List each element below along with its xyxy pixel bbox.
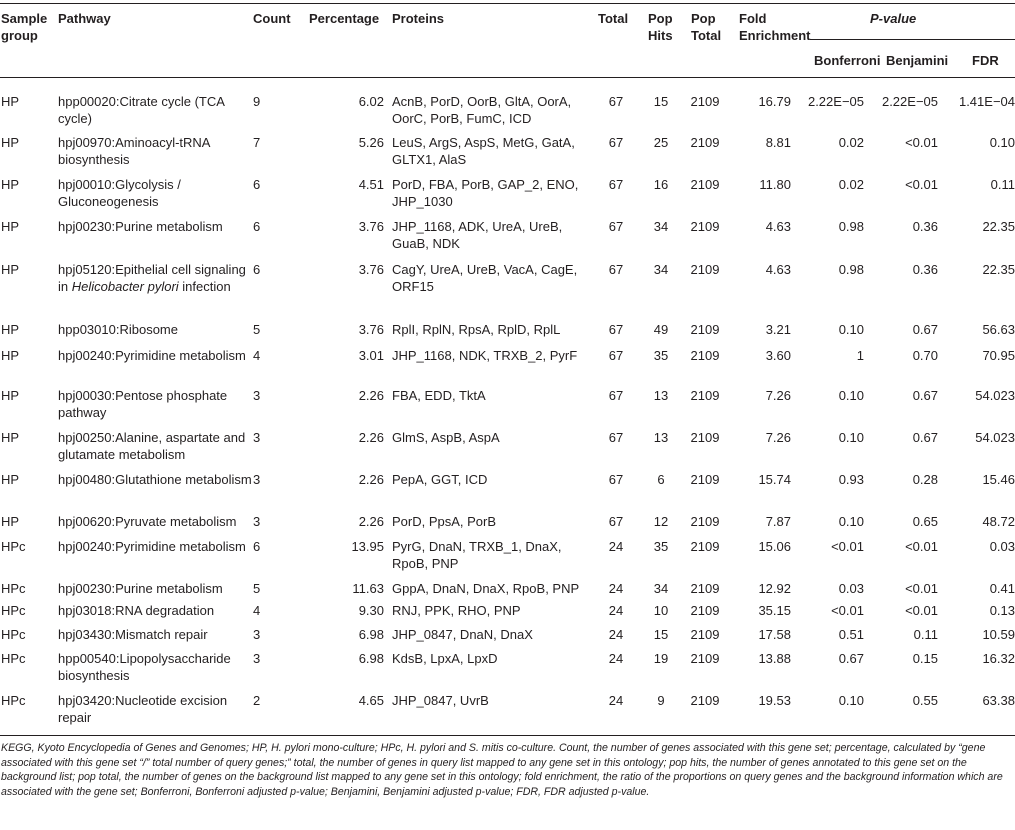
cell-total: 67 bbox=[608, 348, 624, 363]
cell-proteins: AcnB, PorD, OorB, GltA, OorA, OorC, PorB, FumC, ICD bbox=[392, 94, 572, 126]
cell-pathway: hpj00230:Purine metabolism bbox=[58, 581, 223, 596]
cell-fdr: 22.35 bbox=[982, 262, 1015, 277]
bottom-rule bbox=[0, 735, 1015, 736]
cell-pop-hits: 49 bbox=[653, 322, 669, 337]
cell-proteins: PyrG, DnaN, TRXB_1, DnaX, RpoB, PNP bbox=[392, 539, 562, 571]
cell-sample-group: HPc bbox=[1, 581, 26, 596]
header-benjamini: Benjamini bbox=[886, 53, 949, 68]
cell-bonferroni: 0.10 bbox=[838, 430, 864, 445]
cell-bonferroni: 2.22E−05 bbox=[807, 94, 864, 109]
header-fdr: FDR bbox=[972, 53, 999, 68]
cell-total: 67 bbox=[608, 135, 624, 150]
cell-pop-total: 2109 bbox=[690, 388, 720, 403]
cell-pathway-species: Helicobacter pylori bbox=[71, 279, 179, 294]
cell-count: 5 bbox=[253, 581, 261, 596]
cell-sample-group: HP bbox=[1, 472, 20, 487]
cell-sample-group: HPc bbox=[1, 693, 26, 708]
cell-sample-group: HP bbox=[1, 135, 20, 150]
header-pop-hits: Pop Hits bbox=[648, 11, 673, 43]
cell-count: 4 bbox=[253, 603, 261, 618]
cell-percentage: 11.63 bbox=[352, 581, 384, 596]
cell-total: 67 bbox=[608, 472, 624, 487]
cell-fold-enrichment: 19.53 bbox=[758, 693, 791, 708]
cell-count: 3 bbox=[253, 627, 261, 642]
cell-bonferroni: 1 bbox=[856, 348, 864, 363]
cell-pop-total: 2109 bbox=[690, 177, 720, 192]
cell-pop-total: 2109 bbox=[690, 651, 720, 666]
cell-fdr: 54.023 bbox=[975, 430, 1015, 445]
header-total: Total bbox=[598, 11, 629, 26]
cell-pop-hits: 15 bbox=[653, 627, 669, 642]
cell-sample-group: HP bbox=[1, 388, 20, 403]
cell-pathway: hpj00240:Pyrimidine metabolism bbox=[58, 348, 246, 363]
cell-proteins: GppA, DnaN, DnaX, RpoB, PNP bbox=[392, 581, 580, 596]
cell-fold-enrichment: 3.21 bbox=[765, 322, 791, 337]
cell-benjamini: 0.65 bbox=[912, 514, 938, 529]
cell-pathway-part: infection bbox=[178, 279, 231, 294]
cell-pathway: hpj00480:Glutathione metabolism bbox=[58, 472, 252, 487]
cell-pop-hits: 16 bbox=[653, 177, 669, 192]
header-count: Count bbox=[253, 11, 291, 26]
cell-count: 3 bbox=[253, 430, 261, 445]
top-rule bbox=[0, 3, 1015, 4]
cell-proteins: LeuS, ArgS, AspS, MetG, GatA, GLTX1, AlaS bbox=[392, 135, 575, 167]
header-pathway: Pathway bbox=[58, 11, 111, 26]
cell-benjamini: 0.67 bbox=[912, 430, 938, 445]
cell-fold-enrichment: 17.58 bbox=[758, 627, 791, 642]
cell-pathway: hpj00250:Alanine, aspartate and glutamate metabolism bbox=[58, 430, 246, 462]
cell-proteins: PepA, GGT, ICD bbox=[392, 472, 488, 487]
cell-sample-group: HP bbox=[1, 94, 20, 109]
cell-bonferroni: 0.10 bbox=[838, 388, 864, 403]
cell-total: 67 bbox=[608, 514, 624, 529]
cell-benjamini: 0.67 bbox=[912, 322, 938, 337]
header-fold-enrichment: Fold Enrichment bbox=[739, 11, 811, 43]
cell-total: 24 bbox=[608, 581, 624, 596]
cell-fdr: 0.11 bbox=[990, 177, 1015, 192]
cell-fdr: 15.46 bbox=[982, 472, 1015, 487]
header-p-value bbox=[870, 10, 916, 27]
cell-pathway: hpp00020:Citrate cycle (TCA cycle) bbox=[58, 94, 225, 126]
cell-fold-enrichment: 15.06 bbox=[758, 539, 791, 554]
cell-proteins: RNJ, PPK, RHO, PNP bbox=[392, 603, 521, 618]
cell-bonferroni: 0.10 bbox=[838, 693, 864, 708]
cell-fold-enrichment: 3.60 bbox=[765, 348, 791, 363]
cell-pop-hits: 25 bbox=[653, 135, 669, 150]
header-p-value-text: P-value bbox=[870, 11, 917, 26]
cell-fold-enrichment: 4.63 bbox=[765, 219, 791, 234]
cell-fdr: 54.023 bbox=[975, 388, 1015, 403]
cell-percentage: 3.01 bbox=[358, 348, 384, 363]
cell-percentage: 2.26 bbox=[358, 472, 384, 487]
cell-total: 24 bbox=[608, 693, 624, 708]
cell-pop-total: 2109 bbox=[690, 539, 720, 554]
cell-total: 67 bbox=[608, 430, 624, 445]
cell-pathway: hpj00970:Aminoacyl-tRNA biosynthesis bbox=[58, 135, 210, 167]
cell-bonferroni: 0.98 bbox=[838, 219, 864, 234]
cell-pop-hits: 35 bbox=[653, 348, 669, 363]
cell-count: 6 bbox=[253, 177, 261, 192]
cell-pop-hits: 34 bbox=[653, 219, 669, 234]
cell-fdr: 10.59 bbox=[982, 627, 1015, 642]
table-footnote: KEGG, Kyoto Encyclopedia of Genes and Genomes; HP, H. pylori mono-culture; HPc, H. pylori and S. mitis co-culture. Count, the number of genes associated with this gene set; percentage, calculated by “gene associated with this gene set “/” total number of query genes;” total, the number of genes in query list mapped to any gene set in this ontology; pop hits, the number of genes annotated to this gene set on the background list; pop total, the number of genes on the background list mapped to any gene set in this ontology; fold enrichment, the ratio of the proportions on query genes and the background information which are associated with the gene set; Bonferroni, Bonferroni adjusted p-value; Benjamini, Benjamini adjusted p-value; FDR, FDR adjusted p-value. bbox=[1, 742, 1003, 798]
cell-pathway-part: hpj05120:Epithelial cell signaling in bbox=[58, 262, 246, 294]
cell-proteins: JHP_0847, UvrB bbox=[392, 693, 489, 708]
cell-proteins: CagY, UreA, UreB, VacA, CagE, ORF15 bbox=[392, 262, 578, 294]
cell-pathway: hpj00620:Pyruvate metabolism bbox=[58, 514, 237, 529]
cell-sample-group: HP bbox=[1, 348, 20, 363]
cell-total: 67 bbox=[608, 262, 624, 277]
cell-sample-group: HP bbox=[1, 430, 20, 445]
cell-sample-group: HP bbox=[1, 177, 20, 192]
cell-pathway: hpj00230:Purine metabolism bbox=[58, 219, 223, 234]
cell-benjamini: 0.36 bbox=[912, 219, 938, 234]
cell-bonferroni: <0.01 bbox=[831, 539, 864, 554]
cell-total: 24 bbox=[608, 603, 624, 618]
cell-proteins: JHP_1168, ADK, UreA, UreB, GuaB, NDK bbox=[392, 219, 563, 251]
cell-count: 6 bbox=[253, 539, 261, 554]
cell-total: 24 bbox=[608, 627, 624, 642]
cell-pop-total: 2109 bbox=[690, 322, 720, 337]
cell-benjamini: 0.15 bbox=[912, 651, 938, 666]
cell-pop-total: 2109 bbox=[690, 514, 720, 529]
cell-percentage: 3.76 bbox=[358, 219, 384, 234]
cell-fdr: 0.13 bbox=[989, 603, 1015, 618]
cell-percentage: 9.30 bbox=[358, 603, 384, 618]
cell-fold-enrichment: 16.79 bbox=[758, 94, 791, 109]
cell-pathway: hpj03420:Nucleotide excision repair bbox=[58, 693, 228, 725]
cell-fold-enrichment: 7.26 bbox=[765, 430, 791, 445]
cell-pop-hits: 6 bbox=[657, 472, 665, 487]
cell-proteins: PorD, PpsA, PorB bbox=[392, 514, 497, 529]
cell-fdr: 63.38 bbox=[982, 693, 1015, 708]
cell-fdr: 70.95 bbox=[982, 348, 1015, 363]
cell-count: 3 bbox=[253, 472, 261, 487]
cell-pop-hits: 13 bbox=[653, 388, 669, 403]
cell-pathway: hpj03430:Mismatch repair bbox=[58, 627, 208, 642]
cell-pop-hits: 13 bbox=[653, 430, 669, 445]
cell-benjamini: 0.11 bbox=[913, 627, 938, 642]
cell-bonferroni: 0.02 bbox=[838, 135, 864, 150]
cell-pop-total: 2109 bbox=[690, 348, 720, 363]
cell-fdr: 16.32 bbox=[982, 651, 1015, 666]
cell-pop-hits: 35 bbox=[653, 539, 669, 554]
cell-benjamini: <0.01 bbox=[905, 177, 938, 192]
header-proteins: Proteins bbox=[392, 11, 445, 26]
header-percentage: Percentage bbox=[309, 11, 380, 26]
cell-percentage: 2.26 bbox=[358, 430, 384, 445]
cell-sample-group: HPc bbox=[1, 603, 26, 618]
cell-bonferroni: <0.01 bbox=[831, 603, 864, 618]
cell-pop-total: 2109 bbox=[690, 693, 720, 708]
cell-pop-total: 2109 bbox=[690, 627, 720, 642]
cell-pop-total: 2109 bbox=[690, 430, 720, 445]
cell-sample-group: HP bbox=[1, 262, 20, 277]
cell-bonferroni: 0.98 bbox=[838, 262, 864, 277]
cell-count: 5 bbox=[253, 322, 261, 337]
cell-fold-enrichment: 7.87 bbox=[765, 514, 791, 529]
cell-benjamini: 2.22E−05 bbox=[881, 94, 938, 109]
cell-count: 7 bbox=[253, 135, 261, 150]
header-rule bbox=[0, 77, 1015, 78]
cell-percentage: 3.76 bbox=[358, 322, 384, 337]
cell-fold-enrichment: 7.26 bbox=[765, 388, 791, 403]
cell-proteins: JHP_1168, NDK, TRXB_2, PyrF bbox=[392, 348, 578, 363]
cell-percentage: 6.98 bbox=[358, 627, 384, 642]
header-pop-total: Pop Total bbox=[691, 11, 722, 43]
cell-count: 6 bbox=[253, 219, 261, 234]
cell-percentage: 4.51 bbox=[358, 177, 384, 192]
cell-proteins: KdsB, LpxA, LpxD bbox=[392, 651, 498, 666]
cell-percentage: 2.26 bbox=[358, 388, 384, 403]
cell-fdr: 0.41 bbox=[989, 581, 1015, 596]
cell-pop-hits: 15 bbox=[653, 94, 669, 109]
cell-pathway: hpp00540:Lipopolysaccharide biosynthesis bbox=[58, 651, 231, 683]
cell-benjamini: <0.01 bbox=[905, 135, 938, 150]
cell-count: 3 bbox=[253, 651, 261, 666]
cell-benjamini: <0.01 bbox=[905, 581, 938, 596]
cell-fold-enrichment: 13.88 bbox=[758, 651, 791, 666]
cell-benjamini: 0.55 bbox=[912, 693, 938, 708]
cell-fdr: 1.41E−04 bbox=[958, 94, 1015, 109]
cell-sample-group: HP bbox=[1, 219, 20, 234]
cell-count: 9 bbox=[253, 94, 261, 109]
cell-count: 3 bbox=[253, 514, 261, 529]
cell-bonferroni: 0.03 bbox=[838, 581, 864, 596]
cell-pop-hits: 9 bbox=[657, 693, 665, 708]
cell-benjamini: 0.28 bbox=[912, 472, 938, 487]
cell-pop-total: 2109 bbox=[690, 135, 720, 150]
cell-count: 6 bbox=[253, 262, 261, 277]
header-sample-group: Sample group bbox=[1, 11, 48, 43]
cell-fold-enrichment: 4.63 bbox=[765, 262, 791, 277]
header-bonferroni: Bonferroni bbox=[814, 53, 881, 68]
cell-pop-total: 2109 bbox=[690, 581, 720, 596]
cell-fold-enrichment: 12.92 bbox=[758, 581, 791, 596]
cell-total: 67 bbox=[608, 388, 624, 403]
cell-benjamini: 0.67 bbox=[912, 388, 938, 403]
cell-pop-total: 2109 bbox=[690, 94, 720, 109]
p-value-subrule bbox=[810, 39, 1015, 40]
cell-percentage: 6.02 bbox=[358, 94, 384, 109]
cell-fdr: 56.63 bbox=[982, 322, 1015, 337]
cell-count: 4 bbox=[253, 348, 261, 363]
cell-fold-enrichment: 35.15 bbox=[758, 603, 791, 618]
cell-proteins: GlmS, AspB, AspA bbox=[392, 430, 500, 445]
cell-percentage: 5.26 bbox=[358, 135, 384, 150]
cell-count: 3 bbox=[253, 388, 261, 403]
cell-percentage: 4.65 bbox=[358, 693, 384, 708]
cell-pop-hits: 12 bbox=[653, 514, 669, 529]
cell-percentage: 13.95 bbox=[351, 539, 384, 554]
cell-pathway: hpj00010:Glycolysis / Gluconeogenesis bbox=[58, 177, 181, 209]
cell-sample-group: HP bbox=[1, 322, 20, 337]
cell-fold-enrichment: 8.81 bbox=[765, 135, 791, 150]
cell-fdr: 0.10 bbox=[989, 135, 1015, 150]
cell-proteins: PorD, FBA, PorB, GAP_2, ENO, JHP_1030 bbox=[392, 177, 579, 209]
cell-pop-hits: 34 bbox=[653, 581, 669, 596]
cell-pop-total: 2109 bbox=[690, 472, 720, 487]
cell-pop-hits: 10 bbox=[653, 603, 669, 618]
cell-benjamini: <0.01 bbox=[905, 603, 938, 618]
cell-total: 24 bbox=[608, 539, 624, 554]
cell-fdr: 48.72 bbox=[982, 514, 1015, 529]
cell-bonferroni: 0.51 bbox=[838, 627, 864, 642]
cell-bonferroni: 0.67 bbox=[838, 651, 864, 666]
cell-proteins: RplI, RplN, RpsA, RplD, RplL bbox=[392, 322, 561, 337]
cell-sample-group: HPc bbox=[1, 651, 26, 666]
cell-percentage: 6.98 bbox=[358, 651, 384, 666]
cell-fdr: 22.35 bbox=[982, 219, 1015, 234]
cell-fold-enrichment: 15.74 bbox=[758, 472, 791, 487]
cell-fdr: 0.03 bbox=[989, 539, 1015, 554]
cell-benjamini: 0.70 bbox=[912, 348, 938, 363]
cell-pop-total: 2109 bbox=[690, 603, 720, 618]
cell-sample-group: HPc bbox=[1, 627, 26, 642]
cell-proteins: JHP_0847, DnaN, DnaX bbox=[392, 627, 533, 642]
cell-percentage: 2.26 bbox=[358, 514, 384, 529]
cell-pop-hits: 34 bbox=[653, 262, 669, 277]
cell-total: 67 bbox=[608, 94, 624, 109]
cell-proteins: FBA, EDD, TktA bbox=[392, 388, 486, 403]
cell-sample-group: HP bbox=[1, 514, 20, 529]
cell-bonferroni: 0.02 bbox=[838, 177, 864, 192]
cell-total: 24 bbox=[608, 651, 624, 666]
cell-total: 67 bbox=[608, 177, 624, 192]
cell-sample-group: HPc bbox=[1, 539, 26, 554]
cell-total: 67 bbox=[608, 322, 624, 337]
cell-total: 67 bbox=[608, 219, 624, 234]
cell-pop-total: 2109 bbox=[690, 219, 720, 234]
cell-benjamini: <0.01 bbox=[905, 539, 938, 554]
cell-pathway: hpj00240:Pyrimidine metabolism bbox=[58, 539, 246, 554]
cell-bonferroni: 0.10 bbox=[838, 322, 864, 337]
cell-bonferroni: 0.93 bbox=[838, 472, 864, 487]
cell-pathway: hpp03010:Ribosome bbox=[58, 322, 178, 337]
cell-pop-total: 2109 bbox=[690, 262, 720, 277]
cell-bonferroni: 0.10 bbox=[838, 514, 864, 529]
cell-pop-hits: 19 bbox=[653, 651, 669, 666]
cell-pathway bbox=[58, 261, 253, 295]
cell-pathway: hpj00030:Pentose phosphate pathway bbox=[58, 388, 228, 420]
cell-benjamini: 0.36 bbox=[912, 262, 938, 277]
cell-count: 2 bbox=[253, 693, 261, 708]
cell-fold-enrichment: 11.80 bbox=[759, 177, 791, 192]
cell-percentage: 3.76 bbox=[358, 262, 384, 277]
cell-pathway: hpj03018:RNA degradation bbox=[58, 603, 215, 618]
